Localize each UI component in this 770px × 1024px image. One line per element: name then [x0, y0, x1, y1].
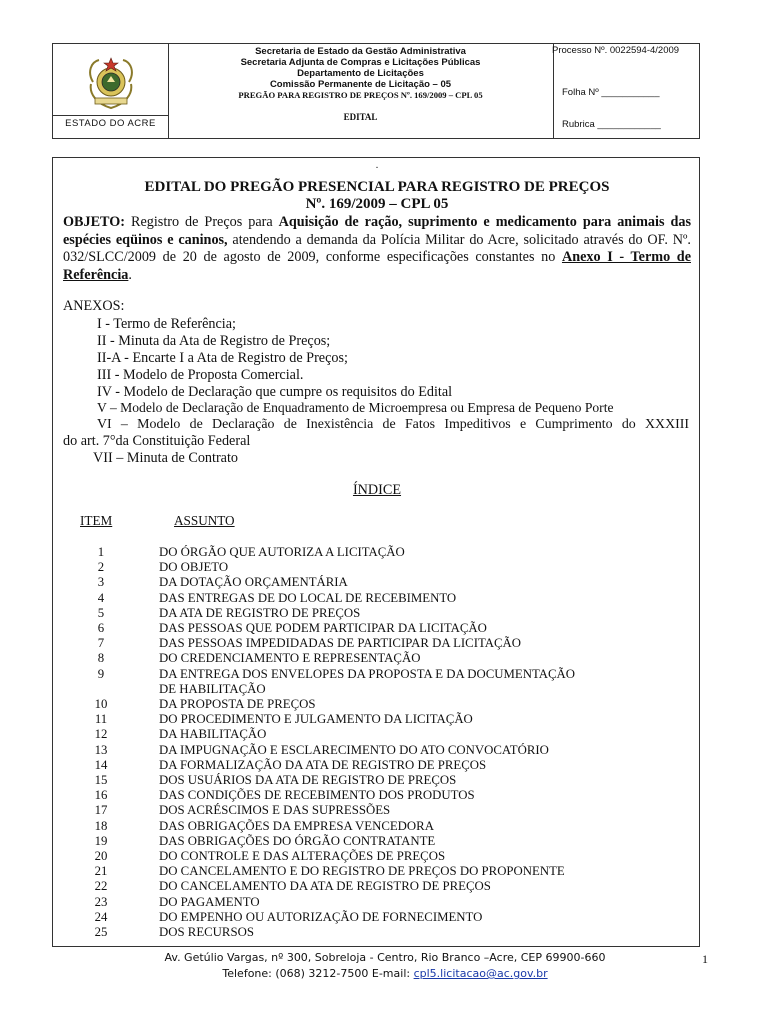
process-number: Processo Nº. 0022594-4/2009 [552, 45, 680, 56]
footer-email-link[interactable]: cpl5.licitacao@ac.gov.br [413, 967, 548, 980]
indice-item-subject: DO OBJETO [159, 560, 229, 575]
anexo-item: II-A - Encarte I a Ata de Registro de Preços; [97, 350, 348, 366]
anexo-item: V – Modelo de Declaração de Enquadramento de Microempresa ou Empresa de Pequeno Porte [97, 400, 614, 415]
indice-item-subject: DA ENTREGA DOS ENVELOPES DA PROPOSTA E DA DOCUMENTAÇÃO [159, 666, 576, 681]
header-institution [168, 46, 553, 101]
item-label: ITEM [80, 513, 113, 528]
indice-item-number: 14 [94, 757, 108, 772]
state-coat-of-arms-icon [85, 54, 137, 112]
indice-item-subject: DAS PESSOAS IMPEDIDADAS DE PARTICIPAR DA LICITAÇÃO [159, 636, 522, 651]
indice-item-number: 8 [97, 651, 105, 666]
indice-item-subject: DO EMPENHO OU AUTORIZAÇÃO DE FORNECIMENTO [159, 909, 483, 924]
footer-phone: Telefone: (068) 3212-7500 E-mail: [222, 967, 414, 980]
indice-item-number: 15 [94, 773, 108, 787]
indice-item-subject: DA DOTAÇÃO ORÇAMENTÁRIA [159, 575, 348, 590]
indice-item-number: 6 [97, 621, 105, 635]
anexo-item: III - Modelo de Proposta Comercial. [97, 367, 304, 383]
indice-item-subject: DA IMPUGNAÇÃO E ESCLARECIMENTO DO ATO CONVOCATÓRIO [159, 742, 549, 757]
indice-item-subject: DO CANCELAMENTO DA ATA DE REGISTRO DE PREÇOS [159, 879, 491, 894]
indice-item-number: 18 [94, 818, 108, 833]
indice-item-number: 12 [94, 727, 108, 742]
header-line: Secretaria de Estado da Gestão Administrativa [255, 46, 466, 57]
indice-item-subject: DO ÓRGÃO QUE AUTORIZA A LICITAÇÃO [159, 545, 405, 559]
indice-item-subject: DO CANCELAMENTO E DO REGISTRO DE PREÇOS DO PROPONENTE [159, 864, 565, 879]
indice-item-subject: DA ATA DE REGISTRO DE PREÇOS [159, 605, 361, 620]
anexos-heading: ANEXOS: [63, 298, 125, 314]
header-line: Departamento de Licitações [297, 68, 424, 79]
indice-item-number: 2 [97, 560, 105, 575]
document-header [52, 43, 700, 139]
anexo-item: VI – Modelo de Declaração de Inexistência de Fatos Impeditivos e Cumprimento do XXXIII [97, 417, 689, 432]
indice-item-subject: DAS PESSOAS QUE PODEM PARTICIPAR DA LICITAÇÃO [159, 621, 487, 635]
indice-item-number: 16 [94, 788, 108, 803]
objeto-end: . [128, 266, 132, 283]
indice-item-subject: DO CREDENCIAMENTO E REPRESENTAÇÃO [159, 651, 421, 666]
indice-item-subject: DA FORMALIZAÇÃO DA ATA DE REGISTRO DE PREÇOS [159, 757, 487, 772]
indice-item-subject: DOS USUÁRIOS DA ATA DE REGISTRO DE PREÇOS [159, 773, 457, 787]
objeto-paragraph [63, 214, 691, 284]
footer-address: Av. Getúlio Vargas, nº 300, Sobreloja - Centro, Rio Branco –Acre, CEP 69900-660 [164, 951, 606, 964]
indice-item-number: 25 [94, 925, 108, 939]
indice-item-subject: DAS OBRIGAÇÕES DO ÓRGÃO CONTRATANTE [159, 833, 436, 848]
indice-item-number: 5 [97, 605, 105, 620]
indice-item-number: 19 [94, 833, 108, 848]
indice-item-number: 17 [94, 803, 108, 818]
edital-title: EDITAL DO PREGÃO PRESENCIAL PARA REGISTRO DE PREÇOS [144, 179, 610, 195]
anexo-item: I - Termo de Referência; [97, 316, 236, 332]
indice-item-number: 10 [94, 697, 108, 711]
state-name: ESTADO DO ACRE [65, 118, 156, 129]
dot-mark: . [375, 160, 379, 171]
anexo-reference: Anexo I - Termo de Referência [63, 249, 691, 283]
rubrica-field: Rubrica ____________ [562, 119, 661, 130]
indice-item-number: 4 [97, 590, 105, 605]
indice-item-subject: DO PAGAMENTO [159, 894, 260, 909]
indice-item-subject: DO CONTROLE E DAS ALTERAÇÕES DE PREÇOS [159, 849, 446, 863]
indice-heading [53, 482, 701, 499]
anexo-item: II - Minuta da Ata de Registro de Preços; [97, 333, 331, 349]
indice-item-number: 20 [94, 849, 108, 863]
indice-item-number: 9 [97, 666, 105, 681]
indice-item-number: 11 [94, 712, 108, 727]
indice-item-number: 7 [97, 636, 105, 651]
indice-title: ÍNDICE [352, 482, 402, 498]
header-line: Secretaria Adjunta de Compras e Licitações Públicas [240, 57, 481, 68]
anexo-item: IV - Modelo de Declaração que cumpre os requisitos do Edital [97, 384, 453, 400]
indice-item-number: 24 [94, 909, 108, 924]
indice-item-number: 22 [94, 879, 108, 894]
header-divider [553, 44, 554, 138]
column-header-assunto [174, 513, 235, 529]
objeto-text: atendendo a demanda da Polícia Militar do Acre, solicitado através do OF. Nº. 032/SLCC/2009 de 20 de agosto de 2009, conforme especificações constantes no [63, 231, 691, 265]
indice-item-subject: DA PROPOSTA DE PREÇOS [159, 697, 316, 711]
edital-number: Nº. 169/2009 – CPL 05 [305, 196, 449, 212]
header-divider [53, 115, 168, 116]
indice-item-number: 1 [97, 545, 105, 559]
objeto-subject: Aquisição de ração, suprimento e medicamento para animais das espécies eqüinos e caninos, [63, 214, 691, 248]
footer-contact [0, 967, 770, 980]
objeto-label: OBJETO: [63, 214, 126, 230]
anexo-item: VII – Minuta de Contrato [93, 450, 238, 466]
indice-item-number: 3 [97, 575, 105, 590]
assunto-label: ASSUNTO [174, 513, 235, 528]
indice-item-subject-continued: DE HABILITAÇÃO [159, 681, 266, 696]
indice-item-number: 23 [94, 894, 108, 909]
indice-item-subject: DA HABILITAÇÃO [159, 727, 267, 742]
header-pregao-line: PREGÃO PARA REGISTRO DE PREÇOS Nº. 169/2009 – CPL 05 [238, 90, 483, 100]
page-number: 1 [702, 952, 708, 966]
indice-item-subject: DO PROCEDIMENTO E JULGAMENTO DA LICITAÇÃO [159, 712, 473, 727]
indice-item-subject: DAS OBRIGAÇÕES DA EMPRESA VENCEDORA [159, 818, 434, 833]
indice-item-number: 21 [94, 864, 108, 879]
edital-body [52, 157, 700, 947]
indice-item-subject: DAS CONDIÇÕES DE RECEBIMENTO DOS PRODUTOS [159, 788, 475, 803]
folha-field: Folha Nº ___________ [562, 87, 660, 98]
header-edital-label: EDITAL [343, 112, 378, 122]
header-line: Comissão Permanente de Licitação – 05 [269, 79, 452, 90]
indice-item-subject: DOS ACRÉSCIMOS E DAS SUPRESSÕES [159, 803, 391, 818]
anexo-item-continued: do art. 7°da Constituição Federal [63, 433, 251, 449]
objeto-text: Registro de Preços para [125, 214, 279, 230]
indice-item-subject: DAS ENTREGAS DE DO LOCAL DE RECEBIMENTO [159, 590, 457, 605]
indice-item-subject: DOS RECURSOS [159, 925, 254, 939]
column-header-item [80, 513, 112, 529]
indice-item-number: 13 [94, 742, 108, 757]
